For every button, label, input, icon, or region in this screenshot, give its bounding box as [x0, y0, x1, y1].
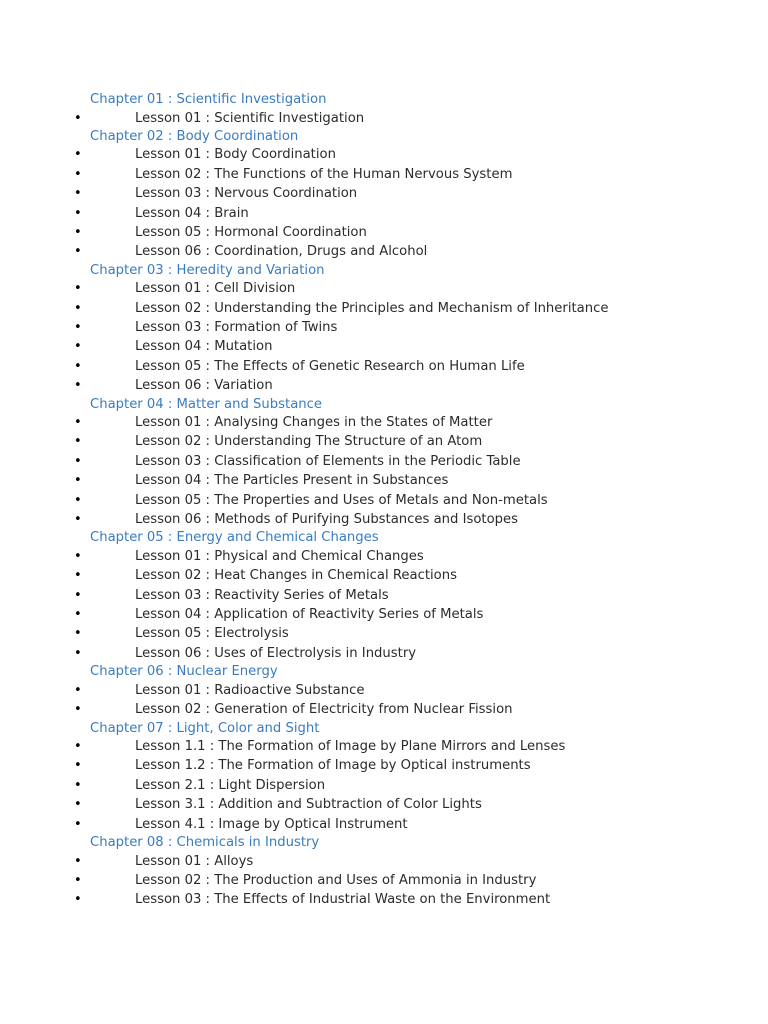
lesson-item — [0, 605, 768, 624]
lesson-item — [0, 737, 768, 756]
lesson-label: Lesson 02 : The Functions of the Human Nervous System — [135, 166, 513, 182]
lesson-item — [0, 299, 768, 318]
lesson-item — [0, 109, 768, 128]
bullet-icon: • — [74, 587, 82, 603]
lesson-item — [0, 357, 768, 376]
lesson-label: Lesson 2.1 : Light Dispersion — [135, 777, 326, 793]
chapter-section — [0, 396, 768, 530]
lesson-list — [0, 681, 768, 720]
bullet-icon: • — [74, 434, 82, 450]
lesson-item — [0, 223, 768, 242]
chapter-section — [0, 720, 768, 834]
chapter-section — [0, 663, 768, 719]
lesson-label: Lesson 03 : Nervous Coordination — [135, 186, 358, 202]
bullet-icon: • — [74, 147, 82, 163]
chapter-title-link[interactable]: Chapter 06 : Nuclear Energy — [90, 664, 278, 680]
bullet-icon: • — [74, 682, 82, 698]
bullet-icon: • — [74, 453, 82, 469]
lesson-label: Lesson 01 : Scientific Investigation — [135, 110, 365, 126]
lesson-item — [0, 624, 768, 643]
bullet-icon: • — [74, 415, 82, 431]
lesson-item — [0, 681, 768, 700]
lesson-item — [0, 852, 768, 871]
bullet-icon: • — [74, 892, 82, 908]
lesson-item — [0, 145, 768, 164]
bullet-icon: • — [74, 205, 82, 221]
bullet-icon: • — [74, 853, 82, 869]
bullet-icon: • — [74, 320, 82, 336]
bullet-icon: • — [74, 626, 82, 642]
lesson-item — [0, 815, 768, 834]
lesson-label: Lesson 4.1 : Image by Optical Instrument — [135, 816, 408, 832]
lesson-label: Lesson 02 : Generation of Electricity from Nuclear Fission — [135, 702, 513, 718]
bullet-icon: • — [74, 816, 82, 832]
chapter-title-link[interactable]: Chapter 07 : Light, Color and Sight — [90, 720, 320, 736]
bullet-icon: • — [74, 186, 82, 202]
lesson-item — [0, 566, 768, 585]
bullet-icon: • — [74, 244, 82, 260]
bullet-icon: • — [74, 110, 82, 126]
lesson-label: Lesson 01 : Analysing Changes in the States of Matter — [135, 415, 493, 431]
bullet-icon: • — [74, 645, 82, 661]
lesson-list — [0, 852, 768, 910]
lesson-label: Lesson 05 : The Properties and Uses of Metals and Non-metals — [135, 492, 548, 508]
lesson-item — [0, 242, 768, 261]
lesson-item — [0, 376, 768, 395]
lesson-item — [0, 700, 768, 719]
lesson-item — [0, 452, 768, 471]
lesson-item — [0, 204, 768, 223]
lesson-list — [0, 145, 768, 261]
chapter-section — [0, 91, 768, 128]
bullet-icon: • — [74, 702, 82, 718]
chapter-section — [0, 128, 768, 262]
lesson-item — [0, 547, 768, 566]
bullet-icon: • — [74, 300, 82, 316]
chapter-section — [0, 262, 768, 396]
lesson-item — [0, 776, 768, 795]
lesson-item — [0, 165, 768, 184]
lesson-list — [0, 737, 768, 834]
bullet-icon: • — [74, 739, 82, 755]
lesson-label: Lesson 01 : Physical and Chemical Changes — [135, 548, 424, 564]
lesson-label: Lesson 03 : Formation of Twins — [135, 320, 338, 336]
chapter-section — [0, 834, 768, 910]
chapter-title-link[interactable]: Chapter 08 : Chemicals in Industry — [90, 835, 320, 850]
bullet-icon: • — [74, 224, 82, 240]
lesson-item — [0, 491, 768, 510]
lesson-item — [0, 510, 768, 529]
lesson-label: Lesson 02 : Understanding The Structure of an Atom — [135, 434, 483, 450]
chapter-section — [0, 529, 768, 663]
bullet-icon: • — [74, 758, 82, 774]
lesson-label: Lesson 06 : Coordination, Drugs and Alcohol — [135, 244, 428, 260]
bullet-icon: • — [74, 492, 82, 508]
lesson-label: Lesson 05 : The Effects of Genetic Research on Human Life — [135, 358, 525, 374]
lesson-list — [0, 109, 768, 128]
lesson-item — [0, 318, 768, 337]
lesson-label: Lesson 04 : Brain — [135, 205, 249, 221]
lesson-label: Lesson 02 : Heat Changes in Chemical Reactions — [135, 568, 457, 584]
bullet-icon: • — [74, 777, 82, 793]
lesson-item — [0, 756, 768, 775]
chapter-title-link[interactable]: Chapter 03 : Heredity and Variation — [90, 262, 325, 278]
bullet-icon: • — [74, 281, 82, 297]
lesson-label: Lesson 03 : The Effects of Industrial Waste on the Environment — [135, 892, 551, 908]
lesson-label: Lesson 04 : Application of Reactivity Series of Metals — [135, 607, 484, 623]
lesson-label: Lesson 02 : The Production and Uses of Ammonia in Industry — [135, 872, 537, 888]
bullet-icon: • — [74, 339, 82, 355]
lesson-label: Lesson 1.1 : The Formation of Image by Plane Mirrors and Lenses — [135, 739, 566, 755]
bullet-icon: • — [74, 473, 82, 489]
lesson-label: Lesson 01 : Body Coordination — [135, 147, 336, 163]
lesson-item — [0, 432, 768, 451]
lesson-item — [0, 890, 768, 909]
lesson-label: Lesson 03 : Classification of Elements in the Periodic Table — [135, 453, 521, 469]
lesson-list — [0, 547, 768, 663]
lesson-label: Lesson 01 : Radioactive Substance — [135, 682, 365, 698]
bullet-icon: • — [74, 872, 82, 888]
bullet-icon: • — [74, 568, 82, 584]
bullet-icon: • — [74, 607, 82, 623]
lesson-label: Lesson 05 : Hormonal Coordination — [135, 224, 367, 240]
lesson-list — [0, 279, 768, 395]
lesson-list — [0, 413, 768, 529]
lesson-label: Lesson 04 : The Particles Present in Substances — [135, 473, 449, 489]
lesson-item — [0, 871, 768, 890]
chapter-title-link[interactable]: Chapter 04 : Matter and Substance — [90, 396, 322, 412]
lesson-item — [0, 586, 768, 605]
lesson-label: Lesson 01 : Cell Division — [135, 281, 296, 297]
bullet-icon: • — [74, 378, 82, 394]
bullet-icon: • — [74, 797, 82, 813]
lesson-label: Lesson 01 : Alloys — [135, 853, 254, 869]
document-body — [0, 91, 768, 910]
bullet-icon: • — [74, 358, 82, 374]
bullet-icon: • — [74, 512, 82, 528]
lesson-label: Lesson 3.1 : Addition and Subtraction of Color Lights — [135, 797, 482, 813]
chapter-title-link[interactable]: Chapter 05 : Energy and Chemical Changes — [90, 530, 379, 546]
lesson-item — [0, 795, 768, 814]
chapter-title-link[interactable]: Chapter 02 : Body Coordination — [90, 128, 299, 144]
lesson-label: Lesson 06 : Variation — [135, 378, 273, 394]
chapter-title-link[interactable]: Chapter 01 : Scientific Investigation — [90, 92, 327, 107]
lesson-label: Lesson 04 : Mutation — [135, 339, 273, 355]
lesson-label: Lesson 03 : Reactivity Series of Metals — [135, 587, 389, 603]
lesson-item — [0, 471, 768, 490]
lesson-label: Lesson 05 : Electrolysis — [135, 626, 289, 642]
bullet-icon: • — [74, 548, 82, 564]
lesson-label: Lesson 06 : Methods of Purifying Substances and Isotopes — [135, 512, 519, 528]
lesson-item — [0, 337, 768, 356]
bullet-icon: • — [74, 166, 82, 182]
lesson-item — [0, 184, 768, 203]
lesson-label: Lesson 06 : Uses of Electrolysis in Industry — [135, 645, 417, 661]
lesson-label: Lesson 02 : Understanding the Principles and Mechanism of Inheritance — [135, 300, 609, 316]
lesson-label: Lesson 1.2 : The Formation of Image by Optical instruments — [135, 758, 531, 774]
lesson-item — [0, 644, 768, 663]
lesson-item — [0, 413, 768, 432]
lesson-item — [0, 279, 768, 298]
